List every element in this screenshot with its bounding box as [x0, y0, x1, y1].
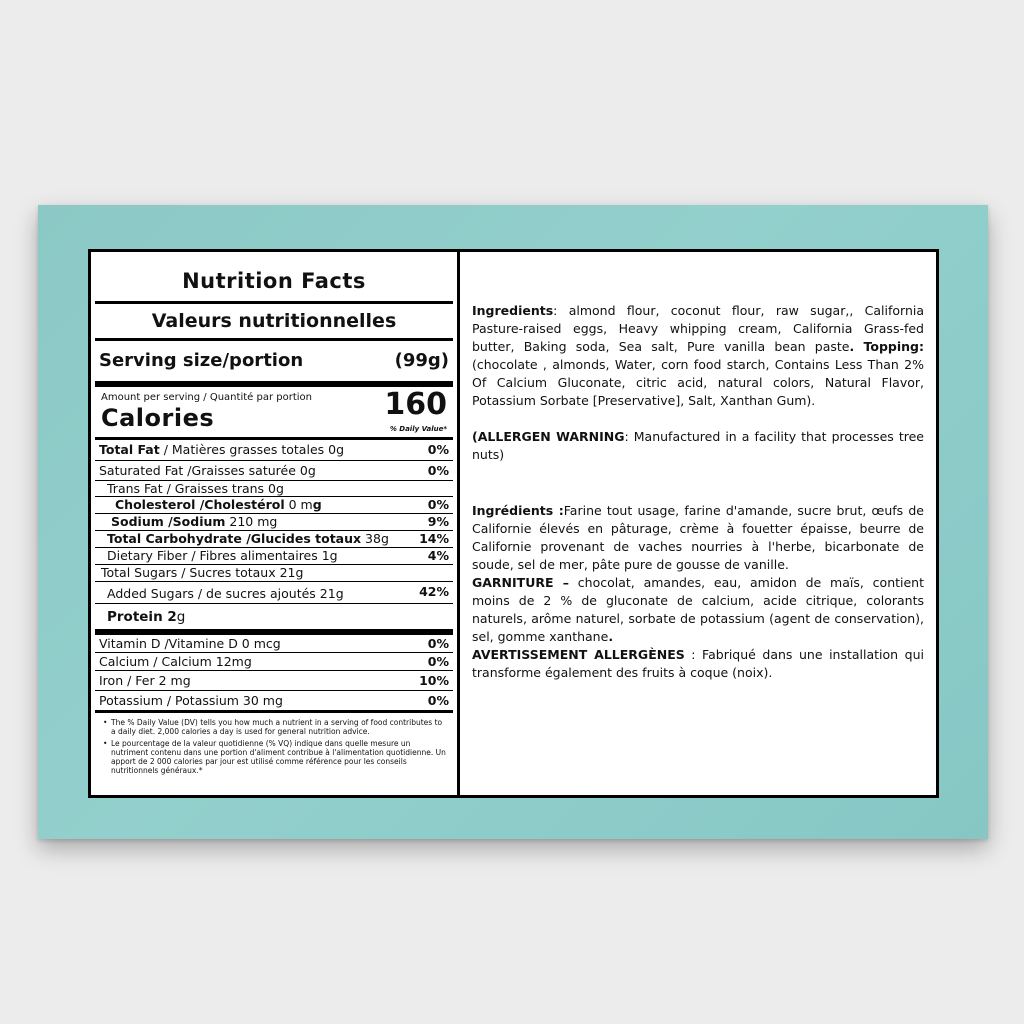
nutrition-title: Nutrition Facts — [182, 269, 366, 293]
ingredients-fr: Ingrédients :Farine tout usage, farine d'amande, sucre brut, œufs de Californie élevés en pâturage, crème à fouetter épaisse, beurre de Californie provenant de vaches nourries à l'herbe, bicarbonate de soude, sel de mer, pâte pure de gousse de vanille. — [472, 503, 925, 572]
calories-value: 160 — [384, 387, 447, 422]
calories-section — [95, 387, 453, 437]
allergen-warning-fr: AVERTISSEMENT ALLERGÈNES : Fabriqué dans une installation qui transforme également des fruits à coque (noix). — [472, 647, 924, 680]
footnote-en: • The % Daily Value (DV) tells you how much a nutrient in a serving of food contributes to a daily diet. 2,000 calories a day is used for general nutrition advice. — [103, 718, 447, 736]
nutrition-facts-panel — [91, 252, 457, 795]
panel-divider — [457, 252, 460, 795]
nutrient-row-protein: Protein 2g — [95, 603, 453, 629]
nutrient-row-fiber: Dietary Fiber / Fibres alimentaires 1g 4% — [95, 547, 453, 564]
nutrient-row-added-sugars: Added Sugars / de sucres ajoutés 21g 42% — [95, 581, 453, 603]
vitamin-row-d: Vitamin D /Vitamine D 0 mcg 0% — [99, 636, 449, 651]
nutrient-row-cholesterol: Cholesterol /Cholestérol 0 mg 0% — [95, 496, 453, 513]
nutrient-row-saturated-fat: Saturated Fat /Graisses saturée 0g 0% — [95, 460, 453, 480]
serving-size — [95, 341, 453, 381]
calories-label: Calories — [101, 404, 215, 432]
nutrient-row-carbohydrate: Total Carbohydrate /Glucides totaux 38g 14% — [95, 530, 453, 547]
serving-label: Serving size/portion — [99, 350, 304, 371]
daily-value-header: % Daily Value* — [389, 425, 447, 433]
nutrient-row-sodium: Sodium /Sodium 210 mg 9% — [95, 513, 453, 530]
vitamin-row-calcium: Calcium / Calcium 12mg 0% — [95, 652, 453, 670]
ingredients-panel — [472, 302, 924, 682]
product-label — [88, 249, 939, 798]
allergen-warning-en: (ALLERGEN WARNING: Manufactured in a facility that processes tree nuts) — [472, 429, 924, 462]
vitamin-row-iron: Iron / Fer 2 mg 10% — [95, 670, 453, 690]
footnote-fr: • Le pourcentage de la valeur quotidienne (% VQ) indique dans quelle mesure un nutriment contenu dans une portion d'aliment contribue à l'alimentation quotidienne. Un apport de 2 000 calories par jour est utilisé comme référence pour les conseils nutritionnels généraux.* — [103, 739, 447, 775]
serving-value: (99g) — [394, 350, 449, 371]
nutrition-subtitle-fr: Valeurs nutritionnelles — [151, 310, 397, 332]
amount-per-serving: Amount per serving / Quantité par portion — [101, 392, 312, 403]
garniture-fr: GARNITURE – chocolat, amandes, eau, amidon de maïs, contient moins de 2 % de gluconate de calcium, acide citrique, colorants naturels, arôme naturel, sorbate de potassium (agent de conservation), sel, gomme xanthane. — [472, 575, 924, 644]
ingredients-en: Ingredients: almond flour, coconut flour, raw sugar,, California Pasture-raised eggs, Heavy whipping cream, California Grass-fed butter, Baking soda, Sea salt, Pure vanilla bean paste. Topping: (chocolate , almonds, Water, corn food starch, Contains Less Than 2% Of Calcium Gluconate, citric acid, natural colors, Natural Flavor, Potassium Sorbate [Preservative], Salt, Xanthan Gum). — [472, 303, 924, 408]
footnotes — [95, 713, 453, 775]
nutrient-row-trans-fat: Trans Fat / Graisses trans 0g — [95, 480, 453, 496]
nutrient-row-total-fat: Total Fat / Matières grasses totales 0g 0% — [99, 442, 449, 457]
vitamin-row-potassium: Potassium / Potassium 30 mg 0% — [95, 690, 453, 710]
nutrient-row-total-sugars: Total Sugars / Sucres totaux 21g — [95, 564, 453, 581]
